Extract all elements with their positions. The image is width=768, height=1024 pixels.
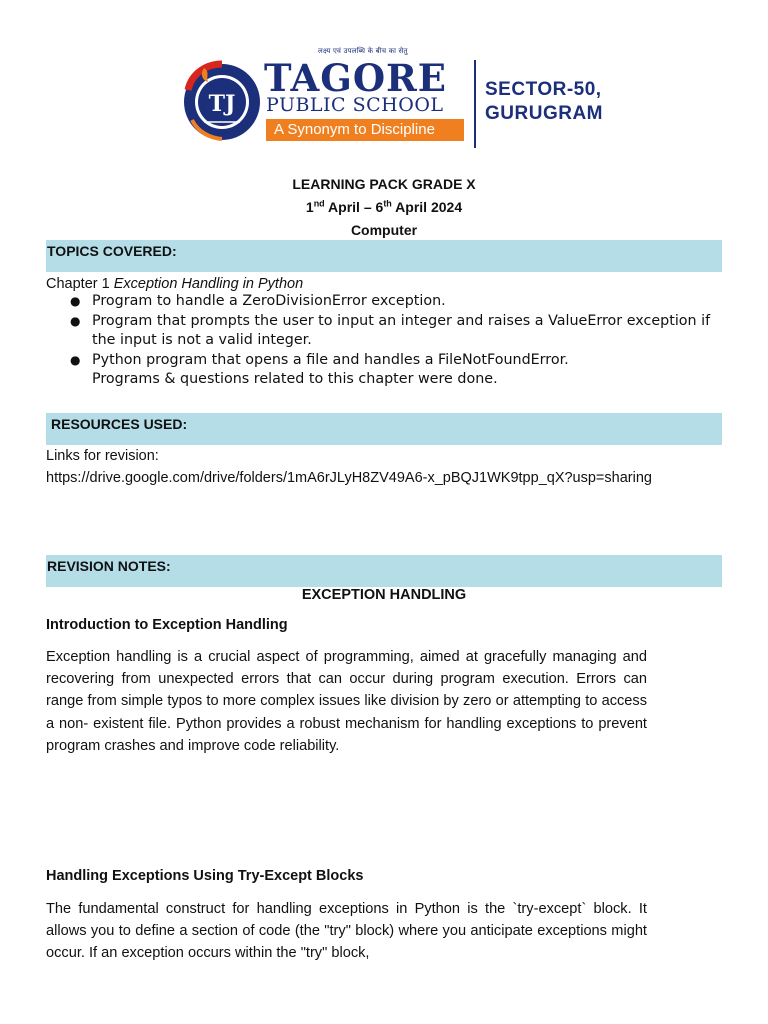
topic-item: ● Program to handle a ZeroDivisionError exception. [70, 292, 725, 312]
school-name: TAGORE [264, 56, 447, 100]
location-line-1: SECTOR-50, [485, 79, 602, 100]
links-label: Links for revision: [46, 448, 159, 464]
intro-heading: Introduction to Exception Handling [46, 617, 288, 633]
try-except-paragraph: The fundamental construct for handling exceptions in Python is the `try-except` block. It allows you to define a section of code (the "try" block) where you anticipate exceptions might occur. If an exception occurs within the "try" block, [46, 901, 647, 962]
school-emblem-logo [182, 60, 262, 142]
topics-covered-heading: TOPICS COVERED: [46, 240, 722, 272]
school-tagline: A Synonym to Discipline [266, 119, 464, 141]
school-location [485, 78, 603, 126]
header-divider [474, 60, 476, 148]
topic-item: ● Python program that opens a file and handles a FileNotFoundError. [70, 351, 725, 371]
school-header [0, 0, 768, 170]
school-subtitle: PUBLIC SCHOOL [266, 94, 444, 116]
document-title: LEARNING PACK GRADE X [292, 176, 476, 192]
svg-text:TJ: TJ [208, 91, 236, 117]
subject-name: Computer [350, 222, 418, 238]
try-except-heading: Handling Exceptions Using Try-Except Blocks [46, 868, 364, 884]
school-motto: लक्ष्य एवं उपलब्धि के बीच का सेतु [318, 47, 408, 55]
resources-used-heading: RESOURCES USED: [46, 413, 722, 445]
revision-link[interactable]: https://drive.google.com/drive/folders/1mA6rJLyH8ZV49A6-x_pBQJ1WK9tpp_qX?usp=sharing [46, 470, 652, 486]
section-title: EXCEPTION HANDLING [301, 587, 467, 603]
topics-list [70, 292, 725, 390]
chapter-line: Chapter 1 Exception Handling in Python [46, 276, 304, 292]
topics-note: Programs & questions related to this chapter were done. [92, 371, 498, 387]
document-title-block [0, 173, 768, 242]
location-line-2: GURUGRAM [485, 103, 603, 124]
revision-notes-heading: REVISION NOTES: [46, 555, 722, 587]
date-range: 1nd April – 6th April 2024 [305, 198, 463, 215]
topic-item: ● Program that prompts the user to input an integer and raises a ValueError exception if the input is not a valid integer. [70, 312, 725, 351]
intro-paragraph: Exception handling is a crucial aspect of programming, aimed at gracefully managing and recovering from unexpected errors that can occur during program execution. Errors can range from simple typos to more complex issues like division by zero or attempting to access a non- existent file. Python provides a robust mechanism for handling exceptions to prevent program crashes and improve code reliability. [46, 649, 647, 754]
